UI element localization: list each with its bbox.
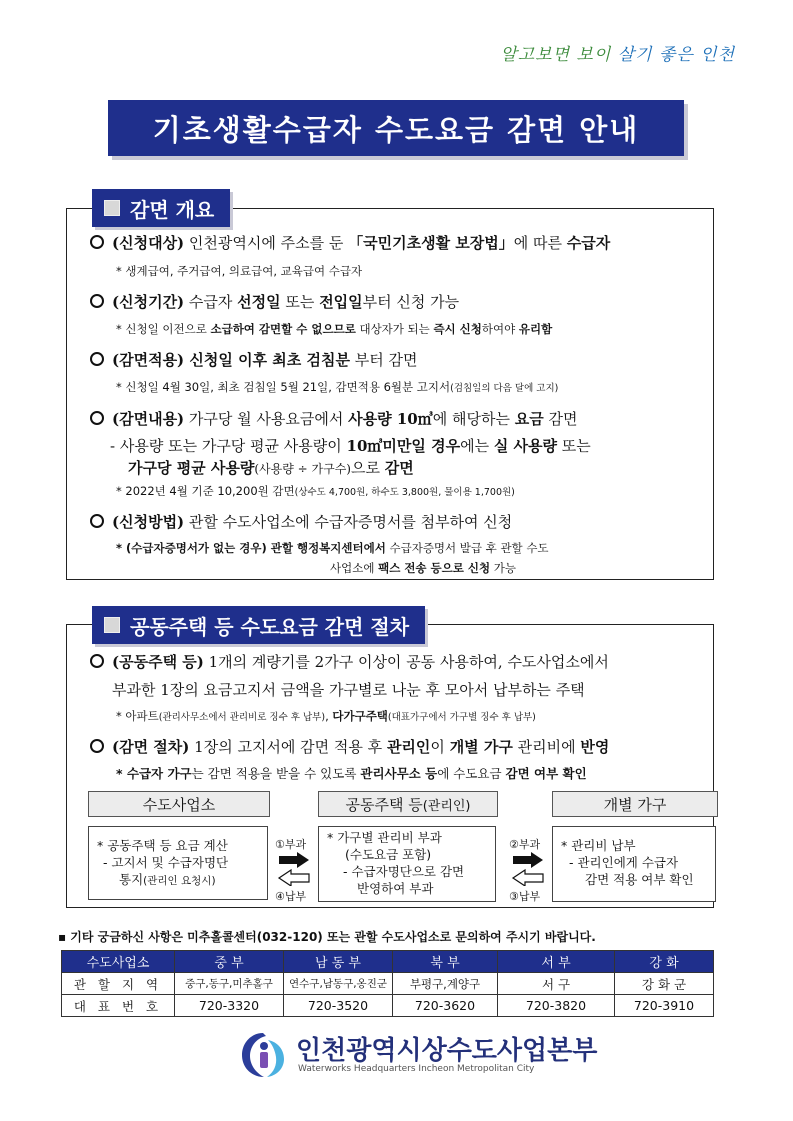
table-row <box>62 973 714 995</box>
page-title: 기초생활수급자 수도요금 감면 안내 <box>108 100 684 156</box>
arrow-label-bill-1: ①부과 <box>275 838 307 851</box>
flow-header-apartment: 공동주택 등 (관리인) <box>318 791 498 817</box>
apply-period-line: (신청기간) 수급자 선정일 또는 전입일부터 신청 가능 <box>90 292 459 312</box>
content-note: * 2022년 4월 기준 10,200원 감면(상수도 4,700원, 하수도 3,800원, 물이용 1,700원) <box>116 484 515 498</box>
apt-note: * 아파트(관리사무소에서 관리비로 징수 후 납부), 다가구주택(대표가구에서 가구별 징수 후 납부) <box>116 709 536 723</box>
flow-box-household: * 관리비 납부 - 관리인에게 수급자 감면 적용 여부 확인 <box>552 826 716 902</box>
flow-box-apartment: * 가구별 관리비 부과 (수도요금 포함) - 수급자명단으로 감면 반영하여 부과 <box>318 826 496 902</box>
logo-subtitle: Waterworks Headquarters Incheon Metropolitan City <box>298 1064 535 1074</box>
apt-line-2: 부과한 1장의 요금고지서 금액을 가구별로 나눈 후 모아서 납부하는 주택 <box>112 681 585 699</box>
flow-header-waterworks: 수도사업소 <box>88 791 270 817</box>
table-header-row <box>62 951 714 973</box>
section-procedure-tab: 공동주택 등 수도요금 감면 절차 <box>92 606 425 644</box>
square-bullet-icon <box>104 617 120 633</box>
content-sub-line-1: - 사용량 또는 가구당 평균 사용량이 10㎥미만일 경우에는 실 사용량 또는 <box>110 437 591 455</box>
method-line: (신청방법) 관할 수도사업소에 수급자증명서를 첨부하여 신청 <box>90 512 512 532</box>
flow-box-waterworks: * 공동주택 등 요금 계산 - 고지서 및 수급자명단 통지(관리인 요청시) <box>88 826 268 900</box>
logo-name: 인천광역시상수도사업본부 <box>296 1036 598 1066</box>
table-row <box>62 995 714 1017</box>
contact-table <box>61 950 714 1017</box>
table-header-cell: 북 부 <box>393 951 498 973</box>
section-overview-tab: 감면 개요 <box>92 189 230 227</box>
circle-bullet-icon <box>90 514 104 528</box>
apply-effect-note: * 신청일 4월 30일, 최초 검침일 5월 21일, 감면적용 6월분 고지서(검침일의 다음 달에 고지) <box>116 380 559 394</box>
circle-bullet-icon <box>90 654 104 668</box>
arrow-label-pay-4: ④납부 <box>275 890 307 903</box>
apply-target-line: (신청대상) 인천광역시에 주소를 둔 「국민기초생활 보장법」에 따른 수급자 <box>90 233 610 253</box>
table-cell: 720-3820 <box>498 995 615 1017</box>
square-bullet-icon <box>104 200 120 216</box>
table-cell: 720-3620 <box>393 995 498 1017</box>
table-cell: 서 구 <box>498 973 615 995</box>
inquiry-notice: ▪ 기타 궁금하신 사항은 미추홀콜센터(032-120) 또는 관할 수도사업소로 문의하여 주시기 바랍니다. <box>58 930 596 944</box>
exchange-arrows-icon <box>277 852 311 886</box>
table-cell: 관 할 지 역 <box>62 973 175 995</box>
flow-header-household: 개별 가구 <box>552 791 718 817</box>
apt-line-1: (공동주택 등) 1개의 계량기를 2가구 이상이 공동 사용하여, 수도사업소에서 <box>90 652 609 672</box>
circle-bullet-icon <box>90 352 104 366</box>
table-header-cell: 중 부 <box>175 951 284 973</box>
apply-period-note: * 신청일 이전으로 소급하여 감면할 수 없으므로 대상자가 되는 즉시 신청하여야 유리함 <box>116 322 553 336</box>
table-header-cell: 남 동 부 <box>284 951 393 973</box>
table-cell: 720-3520 <box>284 995 393 1017</box>
method-note-1: * (수급자증명서가 없는 경우) 관할 행정복지센터에서 수급자증명서 발급 후 관할 수도 <box>116 541 549 555</box>
waterworks-logo-icon <box>238 1030 288 1080</box>
table-header-cell: 서 부 <box>498 951 615 973</box>
table-header-cell: 강 화 <box>615 951 714 973</box>
circle-bullet-icon <box>90 411 104 425</box>
apply-effect-line: (감면적용) 신청일 이후 최초 검침분 부터 감면 <box>90 350 417 370</box>
arrow-label-pay-3: ③납부 <box>509 890 541 903</box>
arrow-label-bill-2: ②부과 <box>509 838 541 851</box>
circle-bullet-icon <box>90 294 104 308</box>
table-cell: 강 화 군 <box>615 973 714 995</box>
table-cell: 연수구,남동구,옹진군 <box>284 973 393 995</box>
table-cell: 720-3320 <box>175 995 284 1017</box>
proc-note: * 수급자 가구는 감면 적용을 받을 수 있도록 관리사무소 등에 수도요금 감면 여부 확인 <box>116 766 587 781</box>
slogan: 알고보면 보이 살기 좋은 인천 <box>500 45 735 65</box>
method-note-2: 사업소에 팩스 전송 등으로 신청 가능 <box>330 561 516 575</box>
circle-bullet-icon <box>90 235 104 249</box>
apply-target-note: * 생계급여, 주거급여, 의료급여, 교육급여 수급자 <box>116 264 363 278</box>
proc-line: (감면 절차) 1장의 고지서에 감면 적용 후 관리인이 개별 가구 관리비에 반영 <box>90 737 609 757</box>
circle-bullet-icon <box>90 739 104 753</box>
table-cell: 부평구,계양구 <box>393 973 498 995</box>
content-line: (감면내용) 가구당 월 사용요금에서 사용량 10㎥에 해당하는 요금 감면 <box>90 409 577 429</box>
table-cell: 720-3910 <box>615 995 714 1017</box>
exchange-arrows-icon <box>511 852 545 886</box>
table-cell: 중구,동구,미추홀구 <box>175 973 284 995</box>
table-cell: 대 표 번 호 <box>62 995 175 1017</box>
content-sub-line-2: 가구당 평균 사용량(사용량 ÷ 가구수)으로 감면 <box>128 459 414 477</box>
table-header-cell: 수도사업소 <box>62 951 175 973</box>
